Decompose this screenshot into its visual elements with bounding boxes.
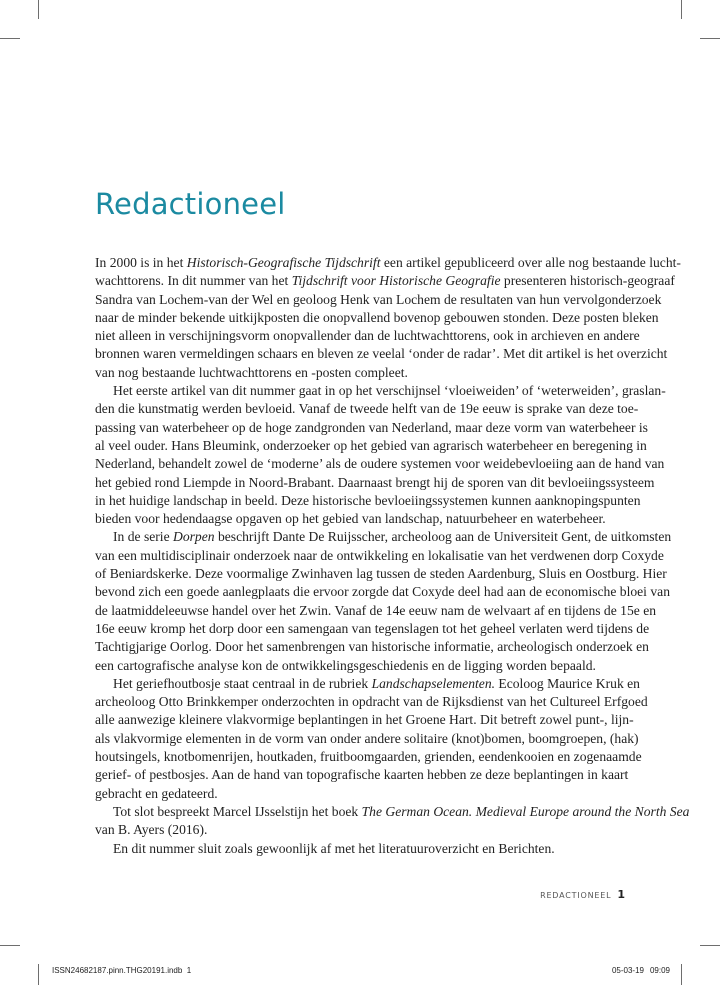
text-run: het gebied rond Liempde in Noord-Brabant. Daarnaast brengt hij de sporen van dit bevloeiingssysteem bbox=[95, 474, 655, 490]
text-run: Het eerste artikel van dit nummer gaat in op het verschijnsel ‘vloeiweiden’ of ‘weterweiden’, graslan- bbox=[113, 383, 666, 399]
text-run: in het huidige landschap in beeld. Deze historische bevloeiingssystemen kunnen aanknopingspunten bbox=[95, 492, 641, 508]
text-line bbox=[95, 565, 667, 583]
text-line bbox=[95, 492, 641, 510]
text-line bbox=[95, 364, 625, 382]
text-run: beschrijft Dante De Ruijsscher, archeoloog aan de Universiteit Gent, de uitkomsten bbox=[214, 529, 672, 545]
text-line bbox=[95, 602, 657, 620]
text-run: 16e eeuw kromp het dorp door een samengaan van tegenslagen tot het geheel verlaten werd tijdens de bbox=[95, 620, 650, 636]
print-slug-datetime bbox=[612, 966, 670, 975]
text-run: gebracht en gedateerd. bbox=[95, 785, 218, 801]
text-line bbox=[95, 766, 629, 784]
crop-mark-bottom-right-horizontal bbox=[700, 945, 720, 946]
italic-title: Historisch-Geografische Tijdschrift bbox=[186, 255, 381, 270]
italic-title: The German Ocean. Medieval Europe around the North Sea bbox=[361, 803, 690, 819]
text-line bbox=[95, 803, 690, 821]
text-run: als vlakvormige elementen in de vorm van onder andere solitaire (knot)bomen, boomgroepen, (hak) bbox=[95, 730, 639, 746]
print-slug-file bbox=[52, 966, 191, 975]
slug-filename: ISSN24682187.pinn.THG20191.indb bbox=[52, 966, 183, 975]
text-line bbox=[95, 528, 672, 546]
text-line bbox=[95, 620, 650, 638]
italic-title: Dorpen bbox=[173, 529, 215, 545]
text-run: van een multidisciplinair onderzoek naar de ontwikkeling en lokalisatie van het verdwenen dorp Coxyde bbox=[95, 547, 664, 563]
text-line bbox=[95, 693, 648, 711]
crop-mark-top-left-vertical bbox=[38, 0, 39, 19]
page-title: Redactioneel bbox=[95, 187, 286, 221]
slug-date: 05-03-19 bbox=[611, 966, 644, 975]
text-line bbox=[95, 291, 662, 309]
text-run: bronnen waren vermeldingen schaars en bleven ze veelal ‘onder de radar’. Met dit artikel is het overzicht bbox=[95, 346, 668, 362]
text-run: al veel ouder. Hans Bleumink, onderzoeker op het gebied van agrarisch waterbeheer en beregening in bbox=[95, 437, 647, 453]
text-line bbox=[95, 657, 625, 675]
text-line bbox=[95, 455, 665, 473]
text-run: Het geriefhoutbosje staat centraal in de rubriek bbox=[113, 675, 372, 691]
text-line bbox=[95, 748, 642, 766]
text-run: bevond zich een goede aanlegplaats die ervoor zorgde dat Coxyde deel had aan de economische bloei van bbox=[95, 584, 670, 600]
running-head-label: REDACTIONEEL bbox=[540, 891, 612, 900]
text-run: een cartografische analyse kon de ontwikkelingsgeschiedenis en de ligging worden bepaald. bbox=[95, 657, 596, 673]
text-run: Tot slot bespreekt Marcel IJsselstijn het boek bbox=[113, 803, 362, 819]
text-line bbox=[95, 309, 659, 327]
page-number: 1 bbox=[617, 888, 625, 901]
text-line bbox=[95, 327, 640, 345]
text-line bbox=[95, 675, 640, 693]
text-run: In 2000 is in het bbox=[95, 255, 187, 270]
text-line bbox=[95, 730, 639, 748]
text-run: een artikel gepubliceerd over alle nog bestaande lucht- bbox=[380, 255, 681, 270]
text-run: Sandra van Lochem-van der Wel en geoloog Henk van Lochem de resultaten van hun vervolgonderzoek bbox=[95, 291, 662, 307]
italic-title: Landschapselementen. bbox=[371, 675, 496, 691]
slug-sheet: 1 bbox=[186, 966, 192, 975]
text-run: wachttorens. In dit nummer van het bbox=[95, 273, 292, 289]
editorial-body bbox=[95, 254, 690, 858]
text-run: presenteren historisch-geograaf bbox=[500, 273, 675, 289]
text-line bbox=[95, 583, 670, 601]
italic-title: Tijdschrift voor Historische Geografie bbox=[291, 273, 501, 289]
text-run: Nederland, behandelt zowel de ‘moderne’ als de oudere systemen voor weidebevloeiing aan de hand van bbox=[95, 456, 665, 472]
slug-time: 09:09 bbox=[649, 966, 670, 975]
text-run: niet alleen in verschijningsvorm onopvallender dan de luchtwachttorens, ook in archieven en andere bbox=[95, 328, 640, 344]
text-line bbox=[95, 711, 634, 729]
text-run: passing van waterbeheer op de hoge zandgronden van Nederland, maar deze vorm van waterbeheer is bbox=[95, 419, 648, 435]
text-line bbox=[95, 474, 655, 492]
text-run: naar de minder bekende uitkijkposten die onopvallend bovenop gebouwen stonden. Deze posten bleken bbox=[95, 309, 659, 325]
text-line bbox=[95, 400, 639, 418]
text-run: Tachtigjarige Oorlog. Door het samenbrengen van historische informatie, archeologisch onderzoek en bbox=[95, 639, 649, 655]
text-line bbox=[95, 254, 681, 272]
text-run: archeoloog Otto Brinkkemper onderzochten in opdracht van de Rijksdienst van het Cultureel Erfgoed bbox=[95, 694, 648, 710]
crop-mark-top-right-horizontal bbox=[700, 38, 720, 39]
text-run: den die kunstmatig werden bevloeid. Vanaf de tweede helft van de 19e eeuw is sprake van deze toe- bbox=[95, 401, 639, 417]
text-line bbox=[95, 638, 649, 656]
text-run: In de serie bbox=[113, 529, 174, 545]
text-line bbox=[95, 382, 666, 400]
text-run: gerief- of pestbosjes. Aan de hand van topografische kaarten hebben ze deze beplantingen in kaart bbox=[95, 767, 629, 783]
text-run: En dit nummer sluit zoals gewoonlijk af met het literatuuroverzicht en Berichten. bbox=[113, 840, 555, 856]
crop-mark-top-right-vertical bbox=[681, 0, 682, 19]
text-run: of Beniardskerke. Deze voormalige Zwinhaven lag tussen de steden Aardenburg, Sluis en Oostburg. Hier bbox=[95, 566, 667, 582]
crop-mark-bottom-left-horizontal bbox=[0, 945, 20, 946]
crop-mark-bottom-left-vertical bbox=[38, 964, 39, 985]
text-line bbox=[95, 272, 675, 290]
text-line bbox=[95, 419, 648, 437]
text-line bbox=[95, 547, 664, 565]
text-run: bieden voor hedendaagse opgaven op het gebied van landschap, natuurbeheer en waterbeheer. bbox=[95, 511, 606, 527]
text-line bbox=[95, 840, 625, 858]
text-line bbox=[95, 345, 668, 363]
text-run: de laatmiddeleeuwse handel over het Zwin. Vanaf de 14e eeuw nam de welvaart af en tijdens de 15e en bbox=[95, 602, 657, 618]
text-run: van nog bestaande luchtwachttorens en -posten compleet. bbox=[95, 364, 408, 380]
text-run: Ecoloog Maurice Kruk en bbox=[495, 675, 640, 691]
crop-mark-bottom-right-vertical bbox=[681, 964, 682, 985]
text-line bbox=[95, 821, 625, 839]
text-line bbox=[95, 785, 625, 803]
text-run: van B. Ayers (2016). bbox=[95, 822, 208, 838]
text-run: houtsingels, knotbomenrijen, houtkaden, fruitboomgaarden, grienden, eendenkooien en zogenaamde bbox=[95, 749, 642, 765]
text-run: alle aanwezige kleinere vlakvormige beplantingen in het Groene Hart. Dit betreft zowel punt-, lijn- bbox=[95, 712, 634, 728]
running-footer bbox=[540, 888, 625, 901]
text-line bbox=[95, 437, 647, 455]
crop-mark-top-left-horizontal bbox=[0, 38, 20, 39]
text-line bbox=[95, 510, 625, 528]
